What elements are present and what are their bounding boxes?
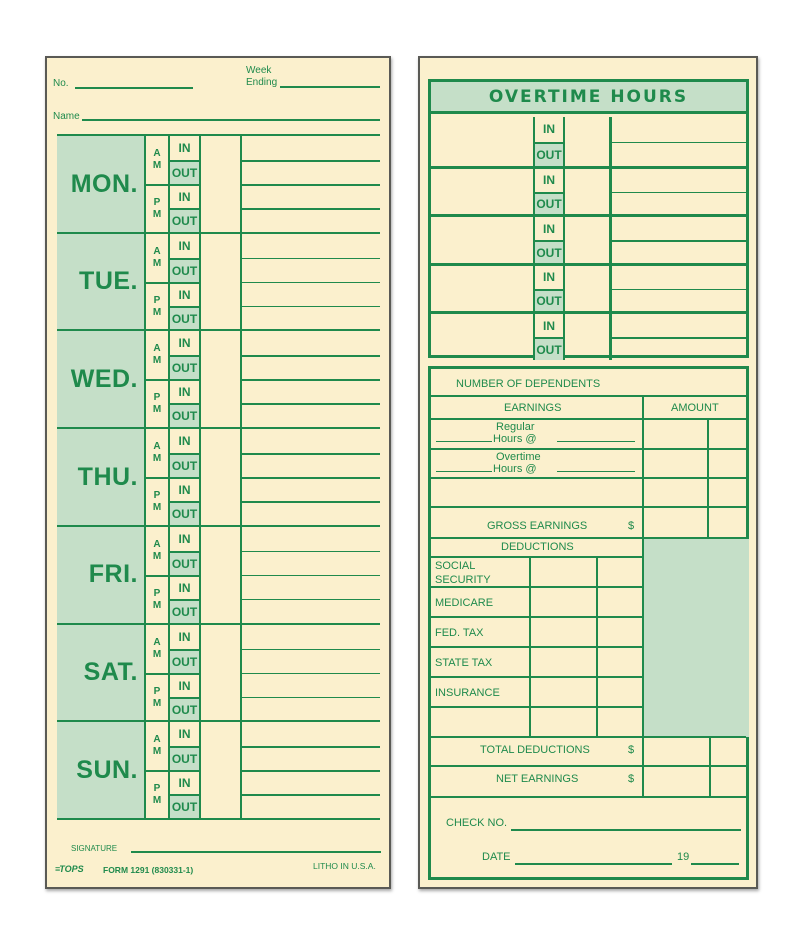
pm-label (146, 282, 168, 330)
logo-stripes-icon: ≡ (55, 864, 60, 874)
day-label: MON. (57, 134, 144, 232)
check-no-label: CHECK NO. (446, 817, 508, 829)
ot-out-label: OUT (535, 337, 563, 360)
pm-letter-m: M (152, 697, 162, 709)
in-out-column (168, 427, 201, 525)
time-entry-lines[interactable] (242, 623, 380, 721)
rule (242, 551, 380, 553)
pm-letter-p: P (153, 197, 161, 208)
day-row (57, 329, 380, 427)
day-row (57, 623, 380, 721)
time-entry-lines[interactable] (242, 134, 380, 232)
day-label: SAT. (57, 623, 144, 721)
in-out-column (168, 525, 201, 623)
day-label: SUN. (57, 720, 144, 818)
day-label: WED. (57, 329, 144, 427)
rule (431, 676, 643, 678)
pm-in-label: IN (170, 673, 199, 697)
time-entry-lines[interactable] (242, 525, 380, 623)
am-in-label: IN (178, 629, 191, 644)
pm-out-label: OUT (170, 208, 199, 232)
pm-letter-p: P (153, 587, 161, 599)
ot-in-label: IN (543, 173, 555, 188)
am-letter-m: M (152, 550, 162, 562)
overtime-row (431, 117, 746, 166)
payroll-summary (428, 366, 749, 880)
net-dollar: $ (628, 773, 635, 785)
am-letter-m: M (152, 453, 162, 465)
am-label (146, 527, 168, 575)
overtime-label: Overtime (496, 451, 541, 463)
pm-label (146, 673, 168, 721)
daily-total-cell[interactable] (201, 623, 242, 721)
time-entry-lines[interactable] (242, 329, 380, 427)
rule (242, 453, 380, 455)
rule (242, 184, 380, 186)
pm-letter-m: M (152, 795, 162, 807)
pm-out-label: OUT (170, 697, 199, 721)
litho-text: LITHO IN U.S.A. (313, 861, 376, 871)
signature-label: SIGNATURE (71, 844, 118, 853)
rule (431, 506, 746, 508)
rule (431, 765, 746, 767)
am-in-label: IN (178, 336, 191, 351)
ampm-column (144, 720, 168, 818)
rule (242, 208, 380, 210)
pm-letter-m: M (152, 306, 162, 318)
week-label: Week (246, 65, 272, 76)
am-label (146, 331, 168, 379)
day-row (57, 525, 380, 623)
ot-out-label: OUT (535, 289, 563, 312)
am-letter-a: A (153, 441, 161, 453)
regular-hours-field[interactable] (436, 441, 492, 442)
dependents-label: NUMBER OF DEPENDENTS (456, 378, 601, 390)
am-label (146, 625, 168, 673)
ot-in-out-column (533, 169, 565, 215)
am-label (146, 429, 168, 477)
ot-entry-lines[interactable] (612, 266, 746, 312)
am-letter-a: A (153, 343, 161, 355)
pm-out-label: OUT (170, 794, 199, 818)
pm-in-label: IN (170, 575, 199, 599)
date-field[interactable] (515, 863, 672, 865)
time-entry-lines[interactable] (242, 720, 380, 818)
regular-label: Regular (496, 421, 535, 433)
day-row (57, 427, 380, 525)
deduction-label-line1: FED. TAX (435, 627, 484, 639)
rule (242, 501, 380, 503)
am-label (146, 136, 168, 184)
rule (242, 770, 380, 772)
pm-label (146, 184, 168, 232)
pm-letter-m: M (152, 209, 162, 220)
daily-total-cell[interactable] (201, 134, 242, 232)
daily-total-cell[interactable] (201, 427, 242, 525)
daily-total-cell[interactable] (201, 329, 242, 427)
overtime-row (431, 214, 746, 263)
rule (431, 586, 643, 588)
ampm-column (144, 134, 168, 232)
in-out-column (168, 134, 201, 232)
time-entry-lines[interactable] (242, 232, 380, 330)
rule (242, 379, 380, 381)
pm-label (146, 477, 168, 525)
rule (242, 746, 380, 748)
am-label (146, 722, 168, 770)
rule (242, 306, 380, 308)
deduction-label (435, 626, 484, 640)
ot-entry-lines[interactable] (612, 217, 746, 263)
amount-header: AMOUNT (671, 402, 719, 414)
am-in-label: IN (178, 141, 191, 155)
time-card-front (45, 56, 391, 889)
pm-in-label: IN (170, 379, 199, 403)
rule (242, 355, 380, 357)
rule (612, 192, 746, 194)
rule (242, 599, 380, 601)
ot-out-label: OUT (535, 142, 563, 167)
overtime-table (428, 79, 749, 358)
day-row (57, 232, 380, 330)
pm-out-label: OUT (170, 403, 199, 427)
rule (242, 649, 380, 651)
day-label: FRI. (57, 525, 144, 623)
ot-total-cell[interactable] (565, 117, 612, 166)
am-in-label: IN (178, 531, 191, 546)
rule (612, 142, 746, 144)
am-letter-m: M (152, 257, 162, 269)
am-out-label: OUT (170, 160, 199, 184)
ot-in-label: IN (543, 221, 555, 236)
day-label: THU. (57, 427, 144, 525)
pm-letter-p: P (153, 294, 161, 306)
deduction-label (435, 596, 493, 610)
date-label: DATE (482, 851, 511, 863)
am-in-label: IN (178, 727, 191, 742)
regular-hours-label: Hours @ (493, 433, 537, 445)
pm-in-label: IN (170, 770, 199, 794)
ot-entry-lines[interactable] (612, 117, 746, 166)
rule (642, 537, 644, 797)
check-no-field[interactable] (511, 829, 741, 831)
am-letter-a: A (153, 538, 161, 550)
am-letter-m: M (152, 355, 162, 367)
overtime-rate-field[interactable] (557, 471, 635, 472)
ot-in-out-column (533, 314, 565, 360)
ot-in-label: IN (543, 270, 555, 285)
rule (242, 794, 380, 796)
pm-in-label: IN (170, 282, 199, 306)
rule (242, 697, 380, 699)
tops-logo (55, 864, 84, 874)
deduction-label-line1: STATE TAX (435, 657, 493, 669)
ot-total-cell[interactable] (565, 266, 612, 312)
ot-in-out-column (533, 217, 565, 263)
deduction-label-line1: INSURANCE (435, 687, 500, 699)
in-out-column (168, 232, 201, 330)
ot-total-cell[interactable] (565, 217, 612, 263)
form-number: FORM 1291 (830331-1) (103, 865, 194, 875)
am-in-label: IN (178, 238, 191, 253)
pm-label (146, 770, 168, 818)
rule (431, 448, 749, 450)
rule (612, 337, 746, 339)
time-card-back (418, 56, 758, 889)
ot-in-out-column (533, 117, 565, 166)
daily-total-cell[interactable] (201, 720, 242, 818)
rule (612, 289, 746, 291)
rule (642, 395, 644, 537)
deduction-label (435, 656, 492, 670)
regular-rate-field[interactable] (557, 441, 635, 442)
in-out-column (168, 329, 201, 427)
day-row (57, 134, 380, 232)
no-label: No. (53, 78, 69, 89)
pm-out-label: OUT (170, 501, 199, 525)
ot-in-label: IN (543, 122, 555, 137)
pm-out-label: OUT (170, 306, 199, 330)
rule (431, 616, 643, 618)
pm-letter-p: P (153, 783, 161, 795)
pm-letter-p: P (153, 490, 161, 502)
overtime-hours-field[interactable] (436, 471, 492, 472)
daily-total-cell[interactable] (201, 525, 242, 623)
pm-letter-p: P (153, 392, 161, 404)
rule (431, 556, 643, 558)
day-label: TUE. (57, 232, 144, 330)
rule (242, 282, 380, 284)
am-out-label: OUT (170, 258, 199, 282)
pm-letter-p: P (153, 685, 161, 697)
earnings-header: EARNINGS (504, 402, 562, 414)
year-field[interactable] (691, 863, 739, 865)
rule (242, 258, 380, 260)
rule (431, 736, 746, 738)
pm-letter-m: M (152, 502, 162, 514)
rule (431, 646, 643, 648)
ot-entry-lines[interactable] (612, 314, 746, 360)
rule (431, 418, 746, 420)
rule (242, 403, 380, 405)
overtime-title: OVERTIME HOURS (431, 82, 746, 114)
am-label (146, 234, 168, 282)
am-letter-m: M (152, 160, 162, 171)
days-bottom-rule (57, 818, 380, 820)
name-field[interactable] (82, 119, 380, 121)
no-field[interactable] (75, 87, 193, 89)
net-earnings-label: NET EARNINGS (496, 773, 579, 785)
am-letter-m: M (152, 648, 162, 660)
overtime-row (431, 311, 746, 360)
pm-out-label: OUT (170, 599, 199, 623)
rule (242, 160, 380, 162)
pm-in-label: IN (170, 184, 199, 208)
ending-label: Ending (246, 77, 278, 88)
am-out-label: OUT (170, 551, 199, 575)
ampm-column (144, 525, 168, 623)
ampm-column (144, 427, 168, 525)
am-letter-a: A (153, 734, 161, 746)
rule (242, 673, 380, 675)
ot-in-out-column (533, 266, 565, 312)
am-out-label: OUT (170, 746, 199, 770)
am-letter-a: A (153, 148, 161, 159)
pm-letter-m: M (152, 404, 162, 416)
rule (431, 706, 643, 708)
gross-earnings-label: GROSS EARNINGS (487, 520, 588, 532)
overtime-hours-label: Hours @ (493, 463, 537, 475)
deduction-label-line1: MEDICARE (435, 597, 494, 609)
total-dollar: $ (628, 744, 635, 756)
day-row (57, 720, 380, 818)
am-letter-a: A (153, 245, 161, 257)
am-letter-m: M (152, 746, 162, 758)
ot-total-cell[interactable] (565, 169, 612, 215)
gross-dollar: $ (628, 520, 635, 532)
ot-total-cell[interactable] (565, 314, 612, 360)
pm-letter-m: M (152, 599, 162, 611)
daily-total-cell[interactable] (201, 232, 242, 330)
deductions-header: DEDUCTIONS (501, 541, 574, 553)
ot-in-label: IN (543, 318, 555, 333)
ampm-column (144, 232, 168, 330)
deduction-label (435, 559, 491, 587)
overtime-row (431, 263, 746, 312)
rule (612, 240, 746, 242)
deductions-shaded-area (644, 539, 749, 737)
pm-label (146, 379, 168, 427)
pm-in-label: IN (170, 477, 199, 501)
in-out-column (168, 623, 201, 721)
rule (431, 477, 746, 479)
rule (431, 395, 746, 397)
rule (431, 796, 746, 798)
ot-out-label: OUT (535, 240, 563, 263)
deduction-label-line1: SOCIAL (435, 560, 476, 572)
year-prefix: 19 (677, 851, 690, 863)
am-out-label: OUT (170, 355, 199, 379)
deduction-label-line2: SECURITY (435, 574, 491, 586)
time-entry-lines[interactable] (242, 427, 380, 525)
pm-label (146, 575, 168, 623)
week-ending-field[interactable] (280, 86, 380, 88)
in-out-column (168, 720, 201, 818)
ot-out-label: OUT (535, 192, 563, 215)
total-deductions-label: TOTAL DEDUCTIONS (480, 744, 590, 756)
signature-field[interactable] (131, 851, 381, 853)
am-in-label: IN (178, 434, 191, 449)
name-label: Name (53, 111, 80, 122)
rule (242, 477, 380, 479)
rule (242, 575, 380, 577)
ampm-column (144, 623, 168, 721)
am-out-label: OUT (170, 649, 199, 673)
am-letter-a: A (153, 636, 161, 648)
brand-text: TOPS (59, 864, 84, 874)
am-out-label: OUT (170, 453, 199, 477)
ampm-column (144, 329, 168, 427)
deduction-label (435, 686, 500, 700)
overtime-row (431, 166, 746, 215)
ot-entry-lines[interactable] (612, 169, 746, 215)
